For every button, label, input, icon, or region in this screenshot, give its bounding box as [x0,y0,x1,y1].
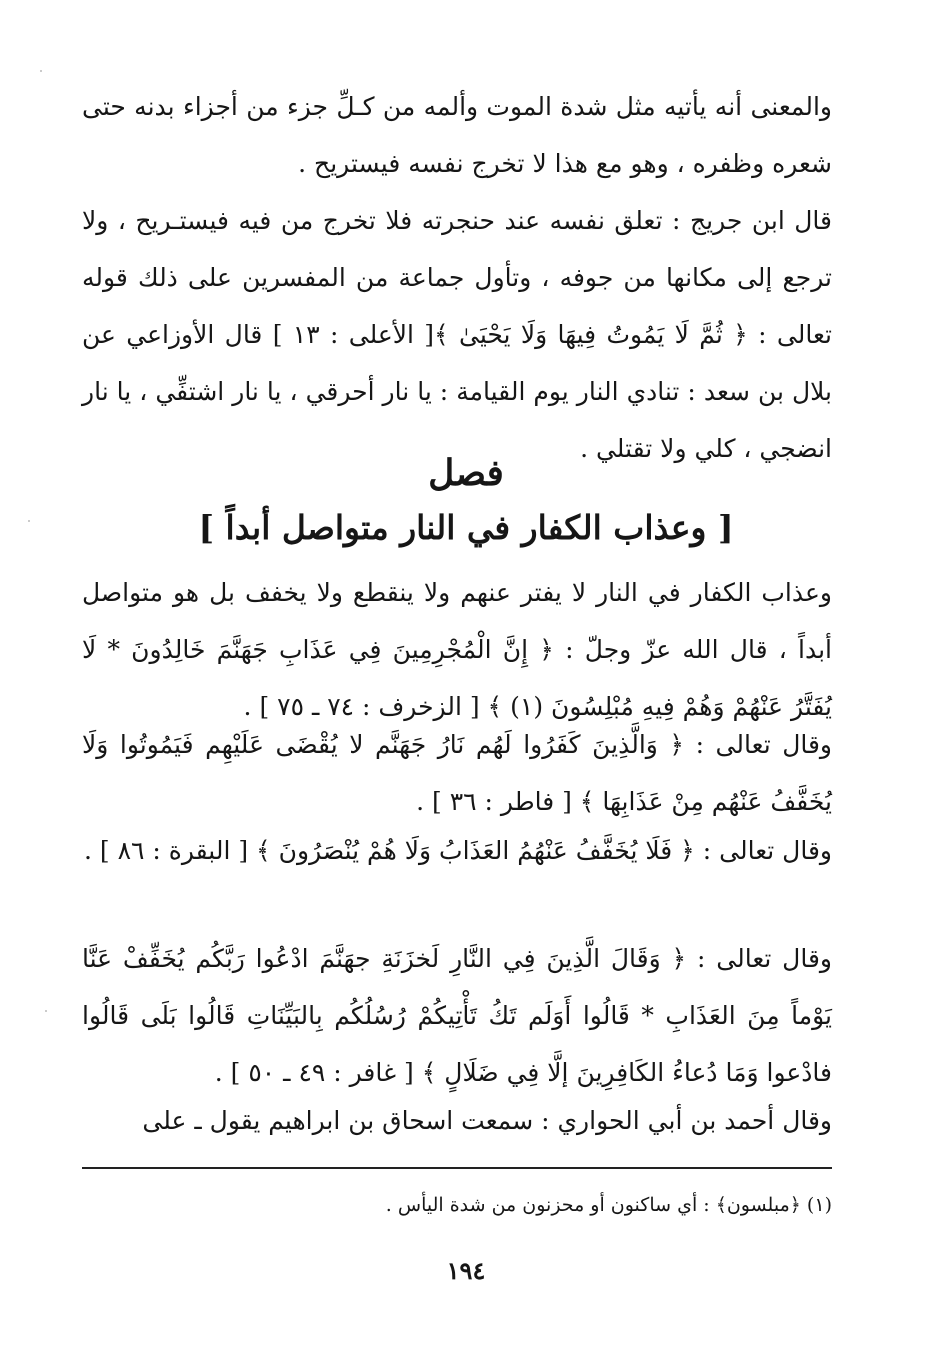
scan-speck [45,1010,47,1012]
paragraph-6: وقال تعالى : ﴿ وَقَالَ الَّذِينَ فِي النَّارِ لَخزَنَةِ جهَنَّمَ ادْعُوا رَبَّكُم يُخَفِّفْ عَنَّا يَوْماً مِنَ العَذَابِ * قَالُوا أَوَلَم تَكُ تَأْتِيكُمْ رُسُلُكُم بِالبَيِّنَاتِ قَالُوا بَلَى قَالُوا فادْعوا وَمَا دُعاءُ الكَافِرِينَ إلَّا فِي ضَلَالٍ ﴾ [ غافر : ٤٩ ـ ٥٠ ] . [82,944,832,1087]
footnote: (١) ﴿مبلسون﴾ : أي ساكنون أو محزنون من شدة اليأس . [385,1194,832,1216]
section-title: فصل [428,452,504,494]
page-number: ١٩٤ [446,1256,486,1285]
scan-speck [40,70,42,72]
section-subtitle: [ وعذاب الكفار في النار متواصل أبداً ] [198,508,734,547]
paragraph-3: وعذاب الكفار في النار لا يفتر عنهم ولا ينقطع ولا يخفف بل هو متواصل أبداً ، قال الله عزّ وجلّ : ﴿ إِنَّ الْمُجْرِمِينَ فِي عَذَابِ جَهَنَّمَ خَالِدُونَ * لَا يُفَتَّرُ عَنْهُمْ وَهُمْ فِيهِ مُبْلِسُونَ (١) ﴾ [ الزخرف : ٧٤ ـ ٧٥ ] . [82,578,832,721]
paragraph-7: وقال أحمد بن أبي الحواري : سمعت اسحاق بن ابراهيم يقول ـ على [142,1106,832,1135]
footnote-divider [82,1167,832,1169]
paragraph-4: وقال تعالى : ﴿ وَالَّذِينَ كَفَرُوا لَهُم نَارُ جَهَنَّم لا يُقْضَى عَلَيْهِم فَيَمُوتُوا وَلَا يُخَفَّفُ عَنْهُم مِنْ عَذَابِهَا ﴾ [ فاطر : ٣٦ ] . [82,730,832,816]
paragraph-2: قال ابن جريج : تعلق نفسه عند حنجرته فلا تخرج من فيه فيستـريح ، ولا ترجع إلى مكانها من جوفه ، وتأول جماعة من المفسرين على ذلك قوله تعالى : ﴿ ثُمَّ لَا يَمُوتُ فِيهَا وَلَا يَحْيَىٰ ﴾[ الأعلى : ١٣ ] قال الأوزاعي عن بلال بن سعد : تنادي النار يوم القيامة : يا نار أحرقي ، يا نار اشتفِّي ، يا نار انضجي ، كلي ولا تقتلي . [82,206,832,463]
scan-speck [28,520,30,522]
paragraph-5: وقال تعالى : ﴿ فَلَا يُخَفَّفُ عَنْهُمُ العَذَابُ وَلَا هُمْ يُنْصَرُونَ ﴾ [ البقرة : ٨٦ ] . [84,836,832,865]
paragraph-1: والمعنى أنه يأتيه مثل شدة الموت وألمه من كـلِّ جزء من أجزاء بدنه حتى شعره وظفره ، وهو مع هذا لا تخرج نفسه فيستريح . [82,92,832,178]
